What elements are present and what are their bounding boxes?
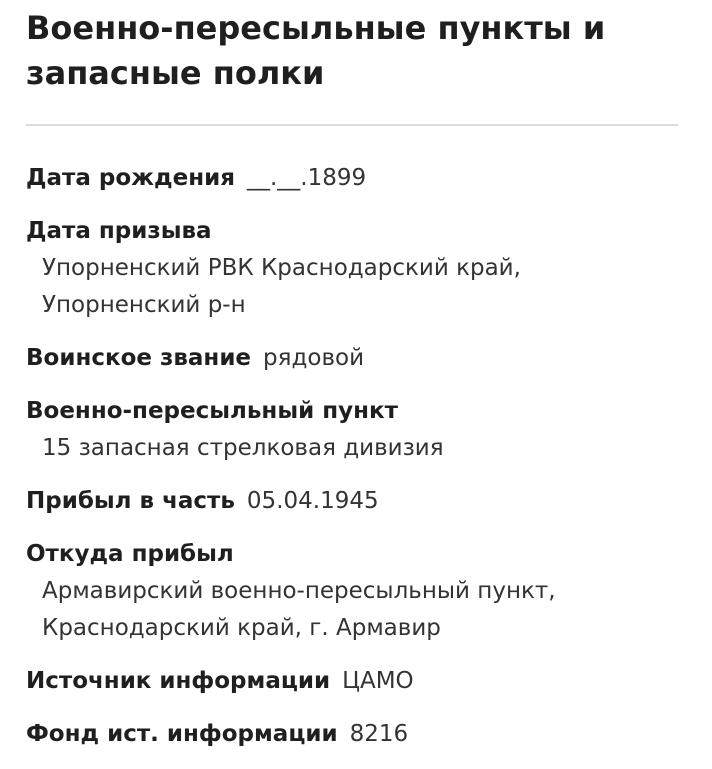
field-arrived-from [26, 536, 678, 647]
fund-label: Фонд ист. информации [26, 721, 338, 747]
rank-label: Воинское звание [26, 345, 252, 371]
page-title [26, 0, 678, 96]
page-title-line-2: запасные полки [26, 54, 325, 92]
field-rank [26, 340, 678, 377]
conscription-value-line-2: Упорненский р-н [42, 292, 246, 318]
field-fund [26, 716, 678, 753]
record-fields [26, 160, 678, 753]
transit-point-label: Военно-пересыльный пункт [26, 398, 398, 424]
arrived-label: Прибыл в часть [26, 488, 235, 514]
field-birth-date [26, 160, 678, 197]
arrived-from-value-line-1: Армавирский военно-пересыльный пункт, [42, 578, 556, 604]
fund-value: 8216 [349, 721, 409, 747]
birth-date-value: __.__.1899 [246, 165, 367, 191]
conscription-value-line-1: Упорненский РВК Краснодарский край, [42, 255, 521, 281]
arrived-from-value-line-2: Краснодарский край, г. Армавир [42, 615, 441, 641]
title-divider [26, 124, 678, 126]
source-label: Источник информации [26, 668, 331, 694]
arrived-from-label: Откуда прибыл [26, 541, 234, 567]
field-arrived [26, 483, 678, 520]
birth-date-label: Дата рождения [26, 165, 235, 191]
conscription-value [26, 250, 678, 324]
conscription-label: Дата призыва [26, 218, 212, 244]
record-page [26, 0, 678, 769]
transit-point-value: 15 запасная стрелковая дивизия [42, 435, 444, 461]
rank-value: рядовой [263, 345, 365, 371]
arrived-value: 05.04.1945 [246, 488, 379, 514]
field-source [26, 663, 678, 700]
arrived-from-value [26, 573, 678, 647]
field-transit-point [26, 393, 678, 467]
field-conscription [26, 213, 678, 324]
page-title-line-1: Военно-пересыльные пункты и [26, 9, 606, 47]
source-value: ЦАМО [342, 668, 414, 694]
